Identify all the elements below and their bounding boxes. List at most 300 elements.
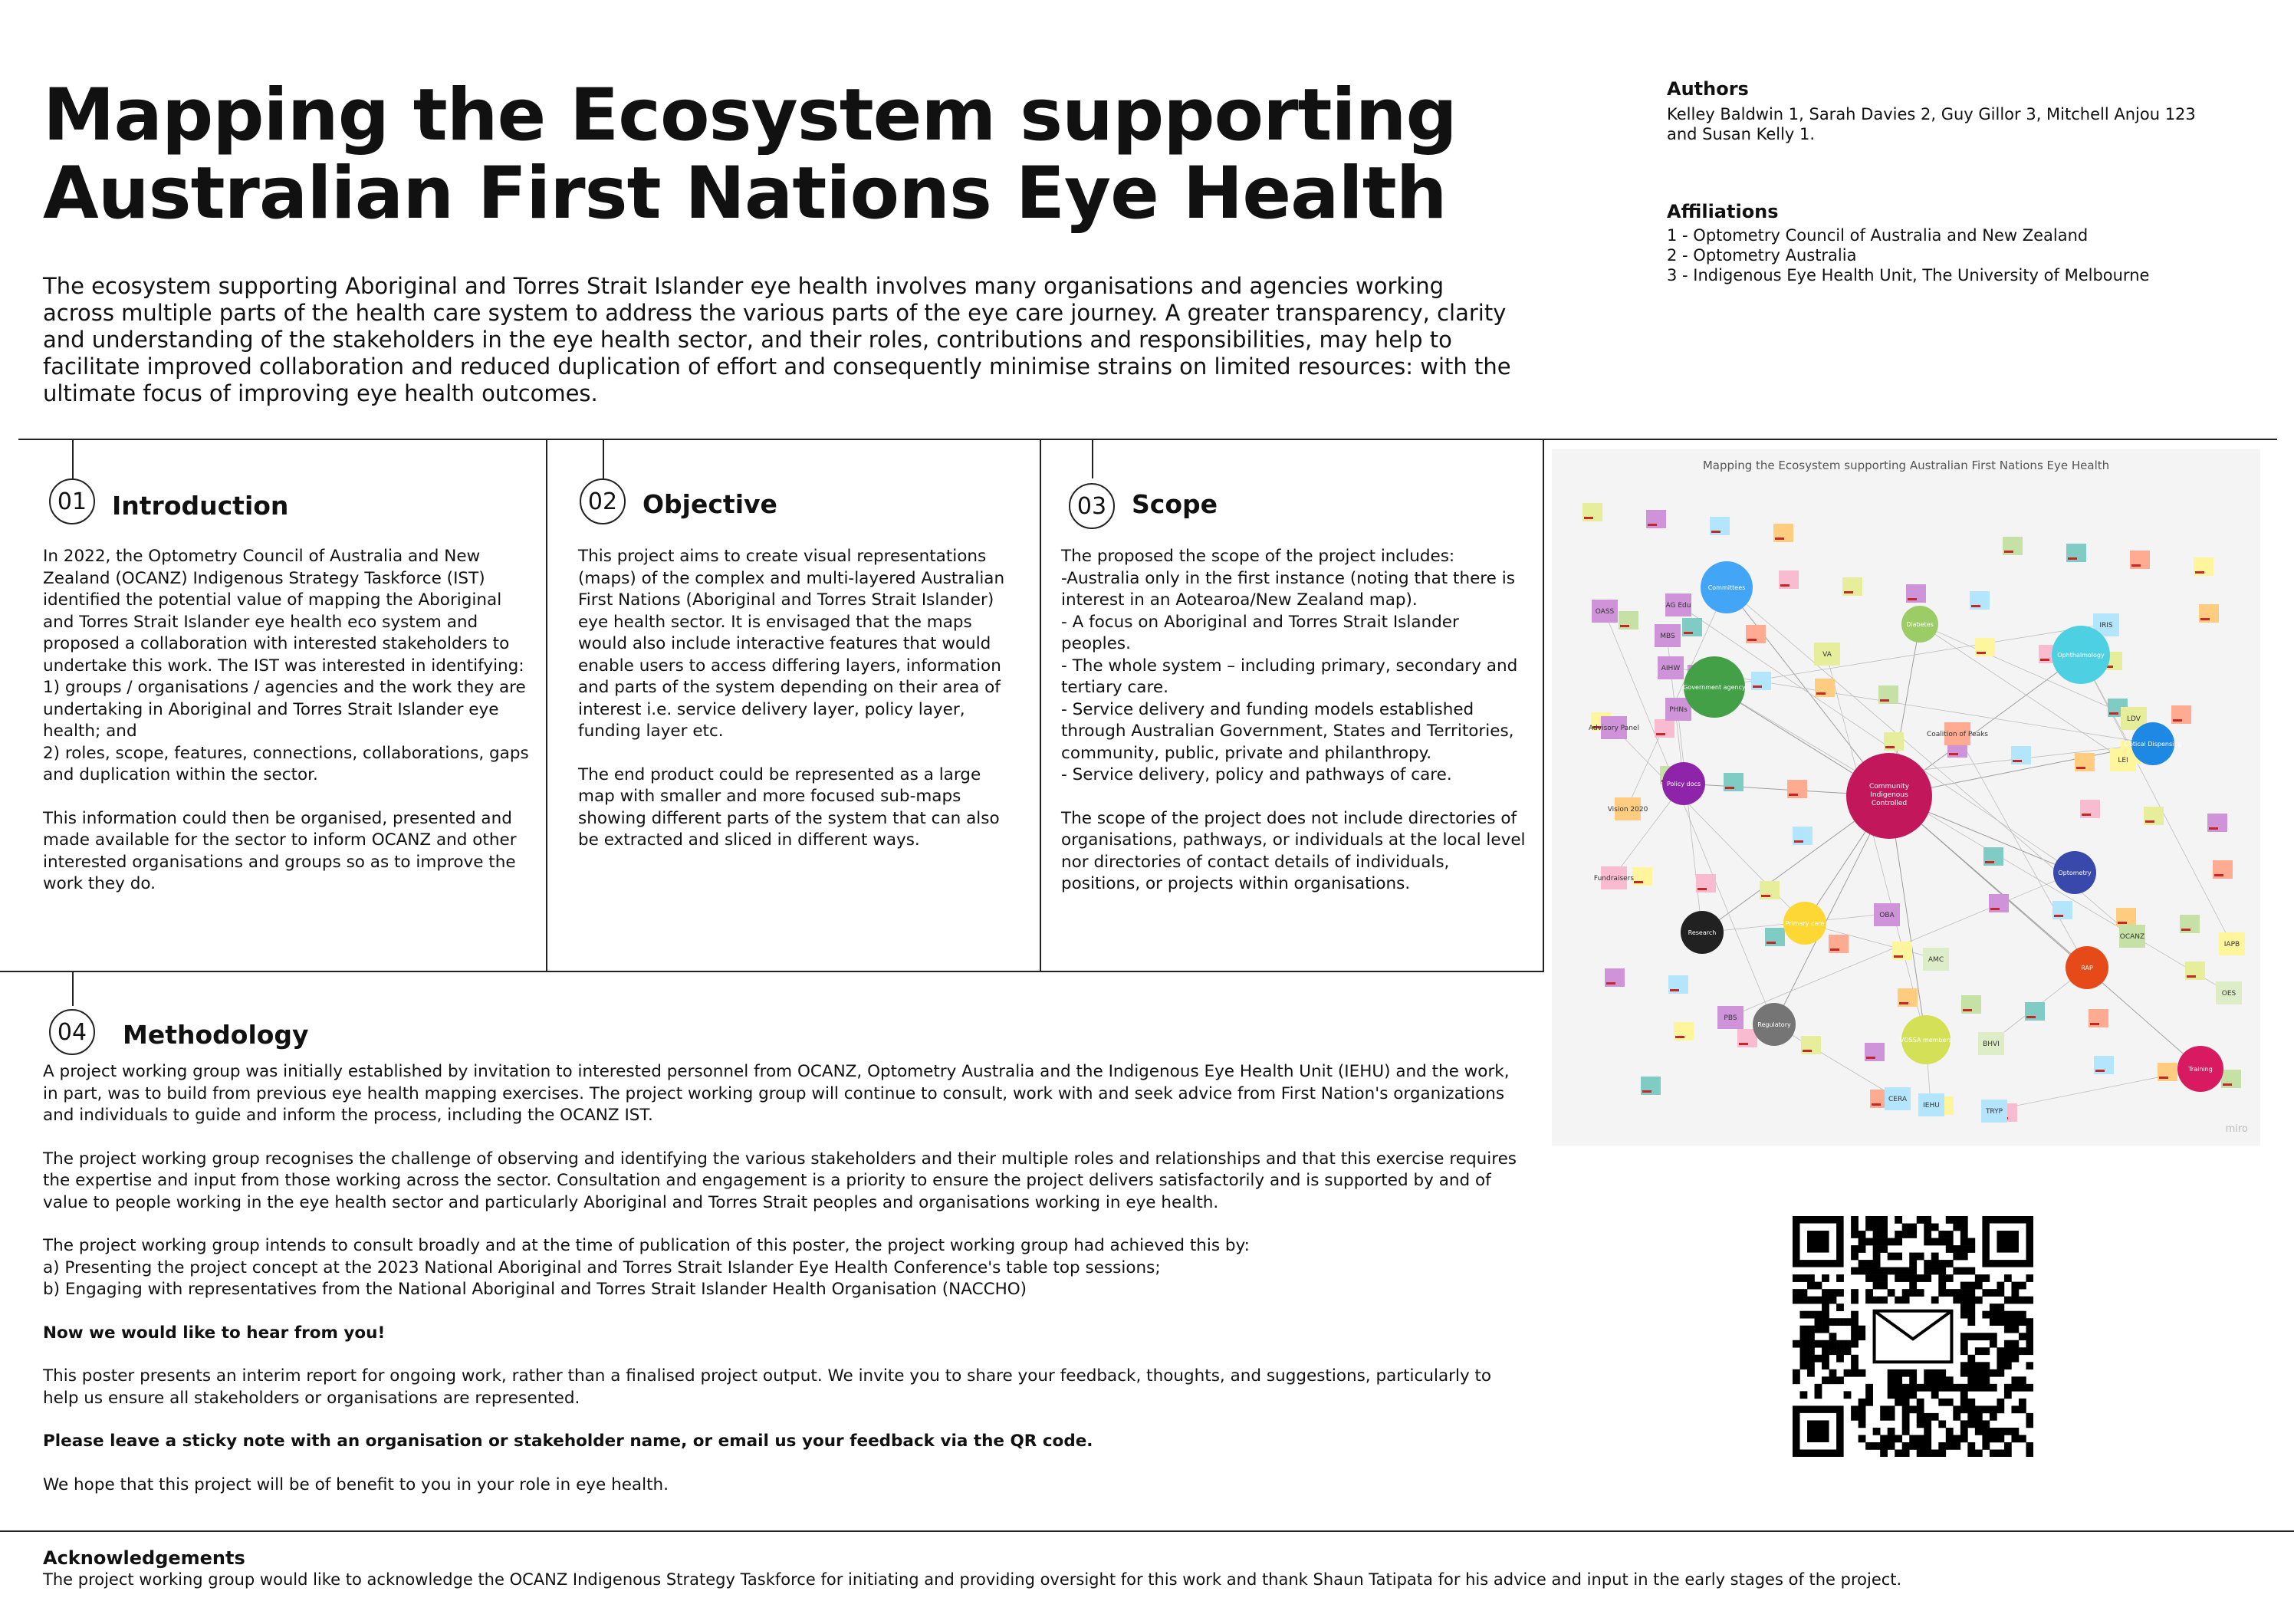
qr-module xyxy=(1967,1318,1975,1326)
qr-module xyxy=(1982,1376,1990,1384)
qr-module xyxy=(1888,1428,1895,1435)
sticky-note-tag xyxy=(2026,1016,2036,1018)
qr-module xyxy=(1924,1231,1931,1238)
qr-module xyxy=(1917,1413,1924,1421)
sticky-note-tag xyxy=(2200,618,2210,620)
qr-module xyxy=(1800,1289,1808,1297)
sticky-note-label: Advisory Panel xyxy=(1589,725,1639,732)
qr-module xyxy=(2019,1399,2026,1406)
qr-module xyxy=(1982,1405,1990,1413)
qr-module xyxy=(1793,1297,1800,1304)
qr-module xyxy=(1909,1405,1917,1413)
qr-module xyxy=(2011,1376,2019,1384)
sticky-note-tag xyxy=(1711,531,1720,533)
qr-module xyxy=(1902,1391,1910,1399)
sticky-note-label: Vision 2020 xyxy=(1607,806,1648,814)
sticky-note-tag xyxy=(1606,982,1615,985)
qr-module xyxy=(1865,1216,1873,1224)
section-number-02: 02 xyxy=(580,478,626,524)
qr-module xyxy=(1960,1238,1968,1246)
sticky-note-tag xyxy=(2159,1077,2168,1079)
qr-module xyxy=(2026,1413,2033,1421)
qr-module xyxy=(1800,1274,1808,1282)
sticky-note-label: MBS xyxy=(1660,633,1675,640)
qr-module xyxy=(1982,1435,1990,1442)
qr-module xyxy=(1967,1376,1975,1384)
sticky-note-tag xyxy=(1747,639,1757,641)
qr-module xyxy=(1967,1282,1975,1290)
qr-module xyxy=(1800,1311,1808,1319)
qr-module xyxy=(2004,1355,2012,1363)
qr-module xyxy=(1960,1303,1968,1311)
section-number-04: 04 xyxy=(49,1009,95,1055)
qr-module xyxy=(1902,1231,1910,1238)
qr-module xyxy=(1997,1347,2004,1355)
qr-module xyxy=(1859,1405,1866,1413)
qr-module xyxy=(1822,1289,1829,1297)
qr-module xyxy=(1990,1311,1997,1319)
qr-module xyxy=(2026,1384,2033,1392)
sticky-note-tag xyxy=(1971,605,1980,607)
qr-module xyxy=(1851,1405,1859,1413)
category-node-label: Research xyxy=(1688,929,1717,936)
qr-module xyxy=(1909,1376,1917,1384)
qr-module xyxy=(1990,1405,1997,1413)
qr-module xyxy=(1851,1355,1859,1363)
sticky-note-tag xyxy=(1977,652,1986,654)
objective-paragraph-2: The end product could be represented as a large map with smaller and more focused sub-maps showing different parts of the system that can also be extracted and sliced in different ways. xyxy=(578,764,1000,850)
qr-module xyxy=(2026,1347,2033,1355)
qr-module xyxy=(1873,1282,1881,1290)
qr-module xyxy=(1975,1405,1983,1413)
method-item-b: b) Engaging with representatives from the National Aboriginal and Torres Strait Islander Health Organisation (NACCHO) xyxy=(43,1280,1027,1299)
qr-module xyxy=(1902,1405,1910,1413)
qr-module xyxy=(1909,1289,1917,1297)
qr-module xyxy=(1873,1216,1881,1224)
qr-module xyxy=(1960,1340,1968,1348)
qr-module xyxy=(1822,1340,1829,1348)
methodology-paragraph-3 xyxy=(43,1235,1523,1301)
qr-module xyxy=(1938,1399,1946,1406)
divider-col-3 xyxy=(1543,439,1544,971)
sticky-note-tag xyxy=(2145,820,2154,823)
qr-module xyxy=(1865,1267,1873,1275)
qr-module xyxy=(1851,1326,1859,1333)
qr-module xyxy=(1960,1420,1968,1428)
sticky-note-tag xyxy=(1697,888,1707,890)
qr-module xyxy=(1859,1413,1866,1421)
qr-module xyxy=(1815,1326,1822,1333)
category-node-label: Policy docs xyxy=(1666,781,1701,787)
qr-module xyxy=(1807,1369,1815,1377)
qr-module xyxy=(1902,1274,1910,1282)
divider-middle xyxy=(0,971,1544,972)
scope-heading: Scope xyxy=(1132,489,1218,519)
qr-module xyxy=(1967,1245,1975,1253)
qr-module xyxy=(1836,1289,1844,1297)
qr-module xyxy=(1800,1362,1808,1369)
qr-module xyxy=(1859,1231,1866,1238)
sticky-note-tag xyxy=(2195,571,2204,574)
qr-module xyxy=(1960,1289,1968,1297)
sticky-note-tag xyxy=(2068,557,2077,560)
qr-module xyxy=(1851,1362,1859,1369)
qr-module xyxy=(1807,1297,1815,1304)
qr-module xyxy=(1888,1435,1895,1442)
qr-module xyxy=(1873,1238,1881,1246)
qr-module xyxy=(1829,1289,1837,1297)
sticky-note-tag xyxy=(1648,524,1657,526)
qr-module xyxy=(1822,1274,1829,1282)
qr-module xyxy=(1917,1274,1924,1282)
qr-module xyxy=(1946,1289,1954,1297)
affiliation-item: 1 - Optometry Council of Australia and New Zealand xyxy=(1667,226,2089,245)
qr-module xyxy=(1815,1391,1822,1399)
qr-module xyxy=(1815,1340,1822,1348)
qr-module xyxy=(1851,1413,1859,1421)
sticky-note-label: IRIS xyxy=(2099,622,2113,630)
qr-module xyxy=(1888,1384,1895,1392)
sticky-note-label: AG Edu xyxy=(1665,602,1691,610)
qr-finder xyxy=(1807,1420,1829,1442)
qr-module xyxy=(1953,1253,1960,1261)
qr-module xyxy=(1895,1238,1902,1246)
qr-module xyxy=(1975,1274,1983,1282)
qr-module xyxy=(1859,1420,1866,1428)
sticky-note-tag xyxy=(1803,1050,1812,1052)
qr-module xyxy=(2019,1347,2026,1355)
qr-module xyxy=(1938,1420,1946,1428)
qr-module xyxy=(1997,1428,2004,1435)
intro-item-2: 2) roles, scope, features, connections, collaborations, gaps and duplication within the sector. xyxy=(43,743,529,784)
sticky-note-label: OES xyxy=(2221,990,2236,998)
qr-module xyxy=(1859,1245,1866,1253)
category-node-label: Optical Dispensing xyxy=(2124,741,2182,748)
sticky-note-tag xyxy=(1949,753,1958,755)
qr-module xyxy=(1888,1253,1895,1261)
qr-module xyxy=(2004,1297,2012,1304)
qr-module xyxy=(2011,1297,2019,1304)
qr-module xyxy=(1895,1435,1902,1442)
qr-module xyxy=(1815,1297,1822,1304)
sticky-note-label: PHNs xyxy=(1669,706,1688,714)
sticky-note-tag xyxy=(1780,584,1790,587)
qr-module xyxy=(1909,1253,1917,1261)
qr-module xyxy=(1909,1231,1917,1238)
qr-module xyxy=(1982,1428,1990,1435)
qr-module xyxy=(1822,1297,1829,1304)
qr-module xyxy=(1859,1267,1866,1275)
category-node-label: Committees xyxy=(1707,584,1746,591)
qr-module xyxy=(1895,1384,1902,1392)
qr-module xyxy=(1822,1347,1829,1355)
qr-module xyxy=(1888,1238,1895,1246)
intro-item-1: 1) groups / organisations / agencies and the work they are undertaking in Aboriginal and Torres Strait Islander eye health; and xyxy=(43,678,526,741)
qr-module xyxy=(1982,1311,1990,1319)
qr-module xyxy=(1917,1405,1924,1413)
scope-item: -Australia only in the first instance (noting that there is interest in an Aotearoa/New Zealand map). xyxy=(1061,568,1515,610)
qr-module xyxy=(1967,1289,1975,1297)
qr-module xyxy=(1924,1413,1931,1421)
qr-module xyxy=(1997,1318,2004,1326)
sticky-note-tag xyxy=(1830,948,1839,951)
qr-module xyxy=(1865,1224,1873,1231)
qr-module xyxy=(1902,1449,1910,1457)
qr-module xyxy=(1967,1362,1975,1369)
qr-module xyxy=(1967,1303,1975,1311)
qr-module xyxy=(1924,1260,1931,1267)
qr-module xyxy=(1865,1297,1873,1304)
qr-module xyxy=(2019,1384,2026,1392)
qr-module xyxy=(1990,1333,1997,1340)
qr-module xyxy=(1967,1369,1975,1377)
qr-module xyxy=(1800,1347,1808,1355)
qr-module xyxy=(1873,1297,1881,1304)
qr-module xyxy=(2004,1362,2012,1369)
intro-paragraph: The ecosystem supporting Aboriginal and Torres Strait Islander eye health involves many organisations and agencies working across multiple parts of the health care system to address the various parts of the eye care journey. A greater transparency, clarity and understanding of the stakeholders in the eye health sector, and their roles, contributions and responsibilities, may help to facilitate improved collaboration and reduced duplication of effort and consequently minimise strains on limited resources: with the ultimate focus of improving eye health outcomes. xyxy=(43,273,1511,406)
qr-module xyxy=(1793,1376,1800,1384)
qr-module xyxy=(1960,1224,1968,1231)
qr-module xyxy=(1982,1333,1990,1340)
qr-module xyxy=(1859,1260,1866,1267)
qr-module xyxy=(1975,1347,1983,1355)
qr-module xyxy=(1938,1238,1946,1246)
qr-module xyxy=(1851,1253,1859,1261)
qr-module xyxy=(1967,1449,1975,1457)
qr-module xyxy=(2019,1297,2026,1304)
qr-module xyxy=(1880,1405,1888,1413)
qr-module xyxy=(1960,1282,1968,1290)
qr-module xyxy=(1960,1347,1968,1355)
qr-module xyxy=(1975,1369,1983,1377)
qr-module xyxy=(2011,1311,2019,1319)
sticky-note-tag xyxy=(1620,625,1629,627)
qr-module xyxy=(1924,1369,1931,1377)
qr-module xyxy=(1815,1355,1822,1363)
qr-module xyxy=(1793,1369,1800,1377)
ecosystem-map-graphic xyxy=(1552,449,2260,1146)
qr-module xyxy=(1859,1435,1866,1442)
qr-module xyxy=(1967,1238,1975,1246)
qr-module xyxy=(1924,1216,1931,1224)
qr-module xyxy=(1800,1391,1808,1399)
qr-code[interactable] xyxy=(1793,1216,2033,1457)
qr-module xyxy=(1815,1282,1822,1290)
qr-module xyxy=(1946,1238,1954,1246)
qr-module xyxy=(1800,1333,1808,1340)
qr-module xyxy=(1836,1376,1844,1384)
qr-module xyxy=(1902,1399,1910,1406)
qr-module xyxy=(1851,1297,1859,1304)
qr-module xyxy=(2019,1435,2026,1442)
qr-module xyxy=(1997,1289,2004,1297)
qr-module xyxy=(1851,1231,1859,1238)
sticky-note-tag xyxy=(1880,699,1889,702)
qr-module xyxy=(1880,1274,1888,1282)
title-line-2: Australian First Nations Eye Health xyxy=(43,152,1447,235)
tick-01 xyxy=(72,439,74,478)
qr-module xyxy=(1960,1435,1968,1442)
sticky-note-tag xyxy=(1767,942,1776,944)
qr-module xyxy=(2026,1420,2033,1428)
affiliations-heading: Affiliations xyxy=(1667,201,1779,222)
qr-module xyxy=(1953,1405,1960,1413)
qr-code-graphic[interactable] xyxy=(1793,1216,2033,1457)
qr-module xyxy=(1960,1253,1968,1261)
qr-module xyxy=(1982,1347,1990,1355)
qr-module xyxy=(1946,1260,1954,1267)
methodology-paragraph-5: This poster presents an interim report for ongoing work, rather than a finalised project output. We invite you to share your feedback, thoughts, and suggestions, particularly to help us ensure all stakeholders or organisations are represented. xyxy=(43,1366,1492,1408)
qr-module xyxy=(1844,1347,1852,1355)
sticky-note-tag xyxy=(2181,929,2190,931)
qr-module xyxy=(1960,1384,1968,1392)
qr-module xyxy=(1924,1384,1931,1392)
sticky-note-label: Fundraisers xyxy=(1593,875,1635,883)
qr-module xyxy=(1997,1355,2004,1363)
qr-module xyxy=(1873,1260,1881,1267)
qr-module xyxy=(1960,1391,1968,1399)
qr-module xyxy=(1967,1333,1975,1340)
qr-module xyxy=(1975,1376,1983,1384)
qr-module xyxy=(1836,1274,1844,1282)
qr-module xyxy=(1865,1260,1873,1267)
qr-module xyxy=(1909,1369,1917,1377)
qr-module xyxy=(1931,1369,1939,1377)
qr-module xyxy=(1997,1435,2004,1442)
qr-module xyxy=(1859,1399,1866,1406)
qr-module xyxy=(1895,1253,1902,1261)
hub-node-label: Indigenous xyxy=(1870,791,1908,799)
tick-04 xyxy=(72,971,74,1006)
qr-module xyxy=(1946,1442,1954,1450)
sticky-note-tag xyxy=(1725,787,1734,789)
qr-module xyxy=(1836,1303,1844,1311)
qr-module xyxy=(2026,1362,2033,1369)
qr-module xyxy=(1902,1428,1910,1435)
qr-module xyxy=(1909,1260,1917,1267)
qr-module xyxy=(1997,1449,2004,1457)
introduction-paragraph-1 xyxy=(43,546,529,787)
qr-module xyxy=(1924,1435,1931,1442)
tick-02 xyxy=(603,439,604,478)
qr-module xyxy=(1975,1428,1983,1435)
qr-module xyxy=(1822,1303,1829,1311)
sticky-note-tag xyxy=(1794,840,1803,843)
qr-module xyxy=(1888,1442,1895,1450)
qr-module xyxy=(1917,1289,1924,1297)
sticky-note-label: AIHW xyxy=(1661,665,1681,672)
qr-module xyxy=(2004,1391,2012,1399)
qr-module xyxy=(1931,1224,1939,1231)
qr-module xyxy=(1851,1289,1859,1297)
qr-module xyxy=(1829,1318,1837,1326)
qr-module xyxy=(1873,1267,1881,1275)
objective-heading: Objective xyxy=(643,489,777,519)
qr-module xyxy=(1924,1224,1931,1231)
qr-module xyxy=(1960,1231,1968,1238)
qr-module xyxy=(2004,1318,2012,1326)
qr-module xyxy=(1960,1333,1968,1340)
sticky-note-tag xyxy=(2054,915,2063,917)
qr-module xyxy=(1967,1405,1975,1413)
qr-module xyxy=(1800,1355,1808,1363)
qr-module xyxy=(2011,1384,2019,1392)
qr-module xyxy=(2011,1428,2019,1435)
scope-item: - Service delivery, policy and pathways of care. xyxy=(1061,765,1452,784)
sticky-note-label: LEI xyxy=(2118,757,2128,764)
qr-module xyxy=(1793,1340,1800,1348)
qr-module xyxy=(1895,1369,1902,1377)
poster-title xyxy=(43,74,1576,235)
qr-module xyxy=(1917,1435,1924,1442)
affiliation-item: 3 - Indigenous Eye Health Unit, The University of Melbourne xyxy=(1667,266,2150,284)
qr-module xyxy=(1888,1267,1895,1275)
sticky-note-tag xyxy=(1963,1009,1972,1011)
qr-module xyxy=(1938,1442,1946,1450)
sticky-note-tag xyxy=(2082,814,2091,816)
section-number-01: 01 xyxy=(49,478,95,524)
sticky-note-tag xyxy=(1899,1002,1908,1004)
qr-module xyxy=(1902,1289,1910,1297)
qr-module xyxy=(1924,1428,1931,1435)
methodology-callout: Now we would like to hear from you! xyxy=(43,1323,386,1343)
qr-module xyxy=(1851,1245,1859,1253)
qr-module xyxy=(1829,1297,1837,1304)
qr-module xyxy=(1829,1333,1837,1340)
sticky-note-tag xyxy=(2095,1070,2105,1072)
qr-module xyxy=(1967,1267,1975,1275)
qr-module xyxy=(1982,1442,1990,1450)
qr-module xyxy=(1931,1391,1939,1399)
qr-module xyxy=(1990,1413,1997,1421)
qr-module xyxy=(2011,1289,2019,1297)
category-node-label: Regulatory xyxy=(1757,1021,1791,1028)
qr-module xyxy=(1946,1274,1954,1282)
qr-module xyxy=(1909,1267,1917,1275)
qr-module xyxy=(1880,1435,1888,1442)
qr-module xyxy=(2004,1311,2012,1319)
qr-module xyxy=(1946,1435,1954,1442)
qr-module xyxy=(1982,1420,1990,1428)
qr-module xyxy=(1851,1311,1859,1319)
sticky-note-label: LDV xyxy=(2127,715,2141,723)
qr-module xyxy=(2026,1318,2033,1326)
qr-module xyxy=(1844,1369,1852,1377)
qr-module xyxy=(1975,1282,1983,1290)
qr-module xyxy=(1873,1231,1881,1238)
qr-module xyxy=(2011,1326,2019,1333)
qr-module xyxy=(1931,1413,1939,1421)
qr-module xyxy=(1960,1362,1968,1369)
methodology-call-to-action: Please leave a sticky note with an organisation or stakeholder name, or email us your feedback via the QR code. xyxy=(43,1432,1093,1451)
qr-module xyxy=(2019,1318,2026,1326)
intro-text-1: In 2022, the Optometry Council of Australia and New Zealand (OCANZ) Indigenous Strategy Taskforce (IST) identified the potential value of mapping the Aboriginal and Torres Strait Islander eye health eco system and proposed a collaboration with interested stakeholders to undertake this work. The IST was interested in identifying: xyxy=(43,547,524,676)
qr-module xyxy=(1888,1405,1895,1413)
qr-module xyxy=(1880,1282,1888,1290)
category-node-label: Diabetes xyxy=(1906,621,1934,628)
qr-module xyxy=(1865,1399,1873,1406)
qr-module xyxy=(1946,1216,1954,1224)
methodology-paragraph-1: A project working group was initially established by invitation to interested personnel from OCANZ, Optometry Australia and the Indigenous Eye Health Unit (IEHU) and the work, in part, was to build from previous eye health mapping exercises. The project working group will continue to consult, work with and seek advice from First Nation's organizations and individuals to guide and inform the process, including the OCANZ IST. xyxy=(43,1062,1510,1125)
sticky-note-label: IEHU xyxy=(1923,1102,1940,1110)
qr-module xyxy=(1909,1442,1917,1450)
category-node-label: Training xyxy=(2188,1066,2213,1073)
qr-module xyxy=(1836,1318,1844,1326)
qr-module xyxy=(1859,1326,1866,1333)
qr-module xyxy=(1938,1260,1946,1267)
qr-module xyxy=(1873,1245,1881,1253)
qr-module xyxy=(1938,1267,1946,1275)
